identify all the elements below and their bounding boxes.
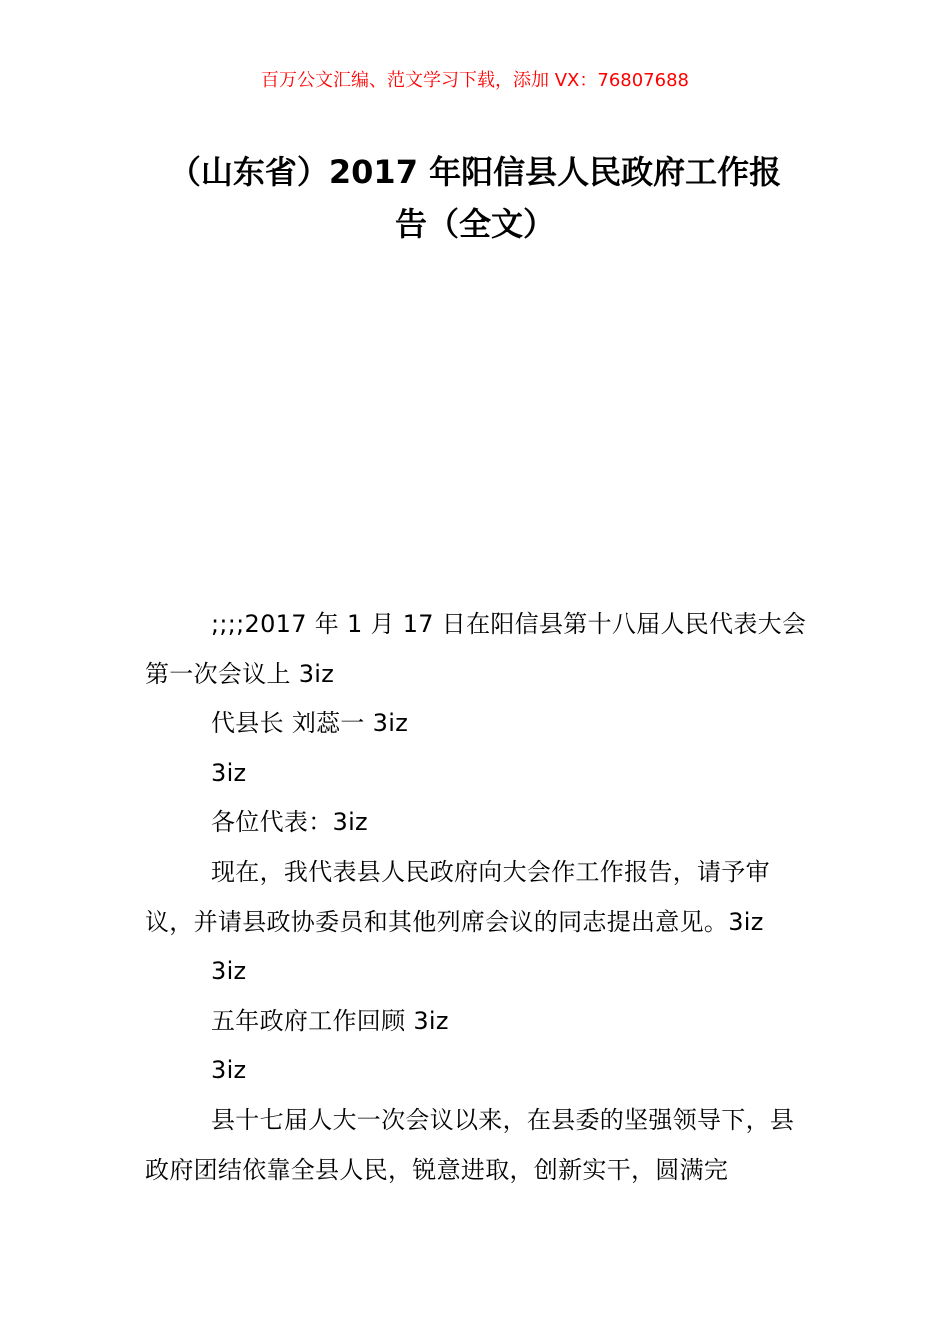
paragraph-salutation: 各位代表：3iz [211, 808, 368, 837]
title-line-1: （山东省）2017 年阳信县人民政府工作报 [168, 153, 782, 191]
document-title [120, 146, 830, 250]
paragraph-blank: 3iz [211, 957, 247, 986]
paragraph-intro: 现在，我代表县人民政府向大会作工作报告，请予审议，并请县政协委员和其他列席会议的同志提出意见。3iz [145, 857, 770, 936]
header-banner: 百万公文汇编、范文学习下载，添加 VX：76807688 [261, 70, 689, 91]
paragraph-blank: 3iz [211, 758, 247, 787]
paragraph-speaker: 代县长 刘蕊一 3iz [211, 709, 409, 738]
paragraph-review-body: 县十七届人大一次会议以来，在县委的坚强领导下，县政府团结依靠全县人民，锐意进取，创新实干，圆满完 [145, 1105, 795, 1184]
paragraph-blank: 3iz [211, 1056, 247, 1085]
document-body [145, 600, 810, 1195]
title-line-2: 告（全文） [394, 205, 555, 243]
section-heading-review: 五年政府工作回顾 3iz [211, 1006, 449, 1035]
paragraph-opening-session: ;;;;2017 年 1 月 17 日在阳信县第十八届人民代表大会第一次会议上 3iz [145, 610, 807, 688]
